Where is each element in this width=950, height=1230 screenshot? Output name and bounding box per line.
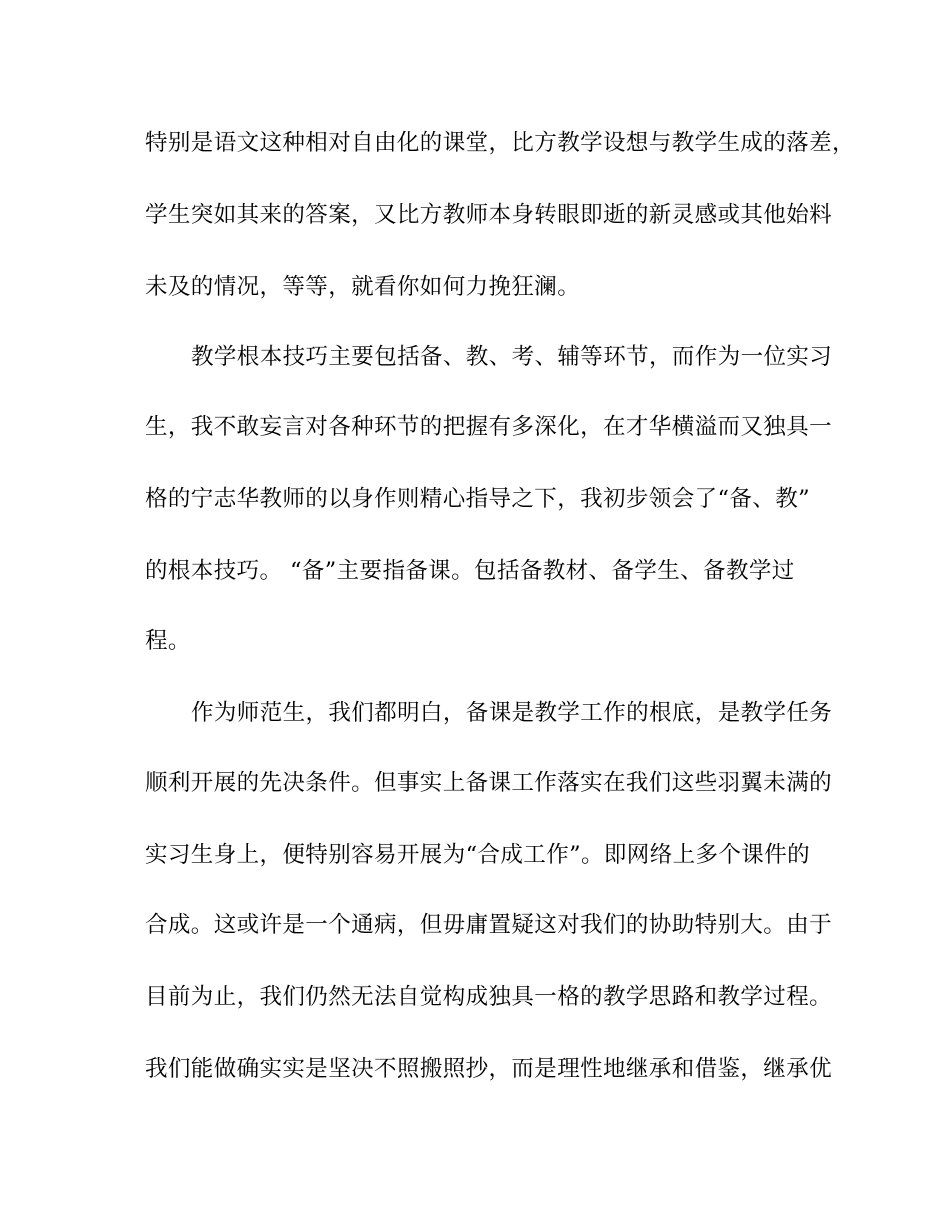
text-line: 顺利开展的先决条件。但事实上备课工作落实在我们这些羽翼未满的 xyxy=(145,770,833,796)
text-line: 未及的情况，等等，就看你如何力挽狂澜。 xyxy=(145,274,581,300)
paragraph-start-line: 教学根本技巧主要包括备、教、考、辅等环节，而作为一位实习 xyxy=(191,344,833,370)
text-line: 学生突如其来的答案，又比方教师本身转眼即逝的新灵感或其他始料 xyxy=(145,202,833,228)
paragraph-start-line: 作为师范生，我们都明白，备课是教学工作的根底，是教学任务 xyxy=(191,700,833,726)
text-line: 格的宁志华教师的以身作则精心指导之下，我初步领会了“备、教” xyxy=(145,486,811,512)
text-line: 实习生身上，便特别容易开展为“合成工作”。即网络上多个课件的 xyxy=(145,842,811,868)
text-line: 的根本技巧。 “备”主要指备课。包括备教材、备学生、备教学过 xyxy=(145,558,795,584)
text-line: 程。 xyxy=(145,628,191,654)
text-line: 生，我不敢妄言对各种环节的把握有多深化，在才华横溢而又独具一 xyxy=(145,414,833,440)
text-line: 合成。这或许是一个通病，但毋庸置疑这对我们的协助特别大。由于 xyxy=(145,912,833,938)
text-line: 特别是语文这种相对自由化的课堂，比方教学设想与教学生成的落差， xyxy=(145,130,855,156)
text-line: 目前为止，我们仍然无法自觉构成独具一格的教学思路和教学过程。 xyxy=(145,984,833,1010)
text-line: 我们能做确实实是坚决不照搬照抄，而是理性地继承和借鉴，继承优 xyxy=(145,1056,833,1082)
